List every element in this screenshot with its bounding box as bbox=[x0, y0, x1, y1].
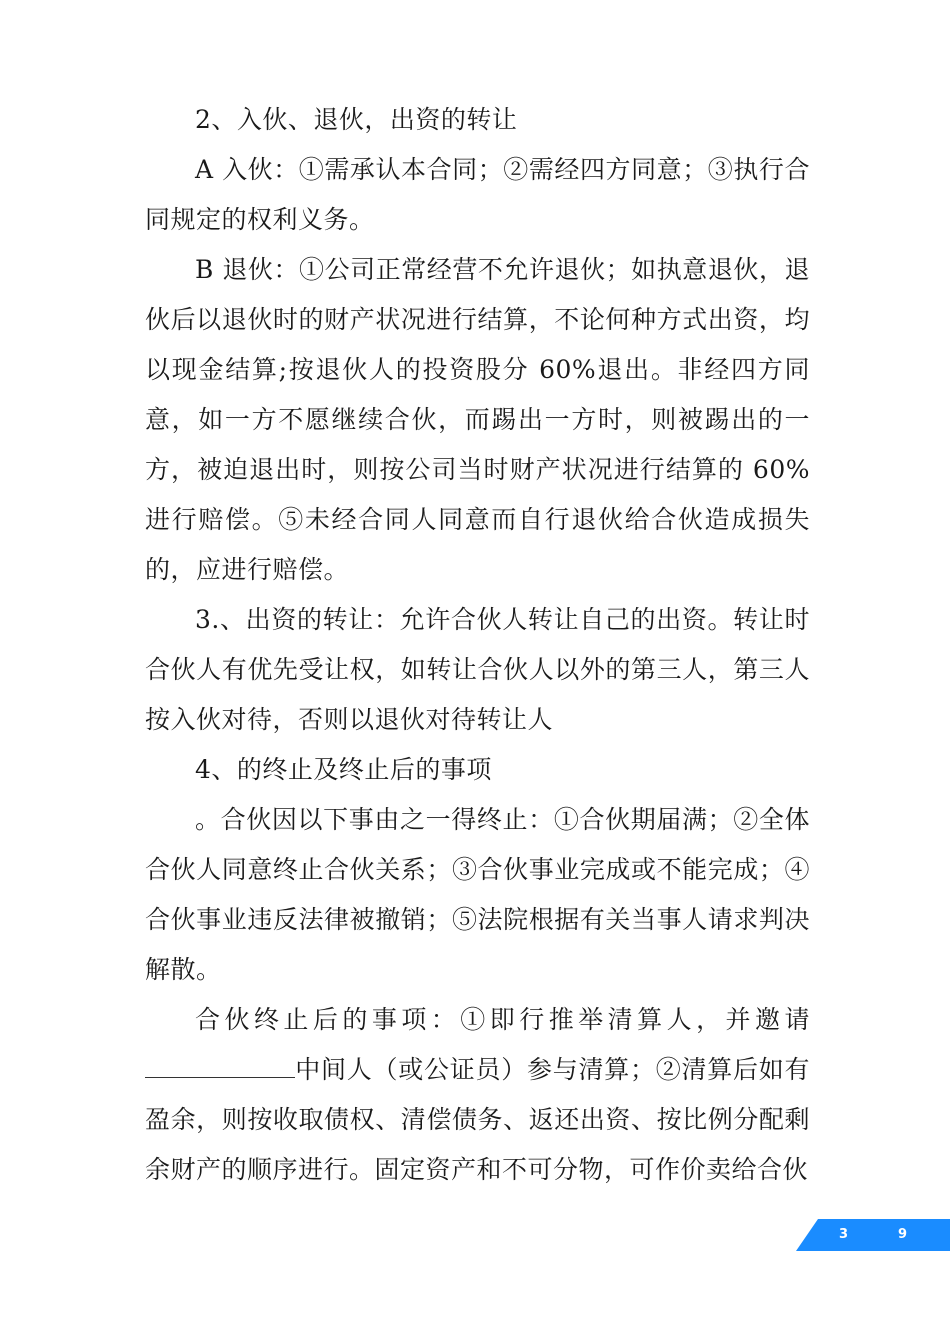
page-number-tab bbox=[796, 1219, 950, 1251]
section-heading-admission-withdrawal: 2、入伙、退伙，出资的转让 bbox=[195, 105, 518, 134]
current-page-number: 3 bbox=[839, 1227, 849, 1242]
paragraph-termination-causes: 。合伙因以下事由之一得终止：①合伙期届满；②全体合伙人同意终止合伙关系；③合伙事业完成或不能完成；④合伙事业违反法律被撤销；⑤法院根据有关当事人请求判决解散。 bbox=[145, 805, 810, 984]
fill-in-blank-line bbox=[145, 1049, 295, 1078]
paragraph-withdrawal: B 退伙：①公司正常经营不允许退伙；如执意退伙，退伙后以退伙时的财产状况进行结算，不论何种方式出资，均以现金结算;按退伙人的投资股分 60%退出。非经四方同意，如一方不愿继续合伙，而踢出一方时，则被踢出的一方，被迫退出时，则按公司当时财产状况进行结算的 60%进行赔偿。⑤未经合同人同意而自行退伙给合伙造成损失的，应进行赔偿。 bbox=[145, 255, 810, 584]
post-termination-text-start: 合伙终止后的事项：①即行推举清算人，并邀请 bbox=[195, 1005, 810, 1034]
document-body bbox=[145, 95, 810, 1195]
section-heading-termination: 4、的终止及终止后的事项 bbox=[195, 755, 492, 784]
total-pages-number: 9 bbox=[898, 1227, 908, 1242]
paragraph-transfer: 3.、出资的转让：允许合伙人转让自己的出资。转让时合伙人有优先受让权，如转让合伙人以外的第三人，第三人按入伙对待，否则以退伙对待转让人 bbox=[145, 605, 810, 734]
paragraph-admission: A 入伙：①需承认本合同；②需经四方同意；③执行合同规定的权利义务。 bbox=[145, 155, 810, 234]
post-termination-text-end: 中间人（或公证员）参与清算；②清算后如有盈余，则按收取债权、清偿债务、返还出资、按比例分配剩余财产的顺序进行。固定资产和不可分物，可作价卖给合伙 bbox=[145, 1055, 810, 1184]
paragraph-post-termination bbox=[145, 995, 810, 1195]
